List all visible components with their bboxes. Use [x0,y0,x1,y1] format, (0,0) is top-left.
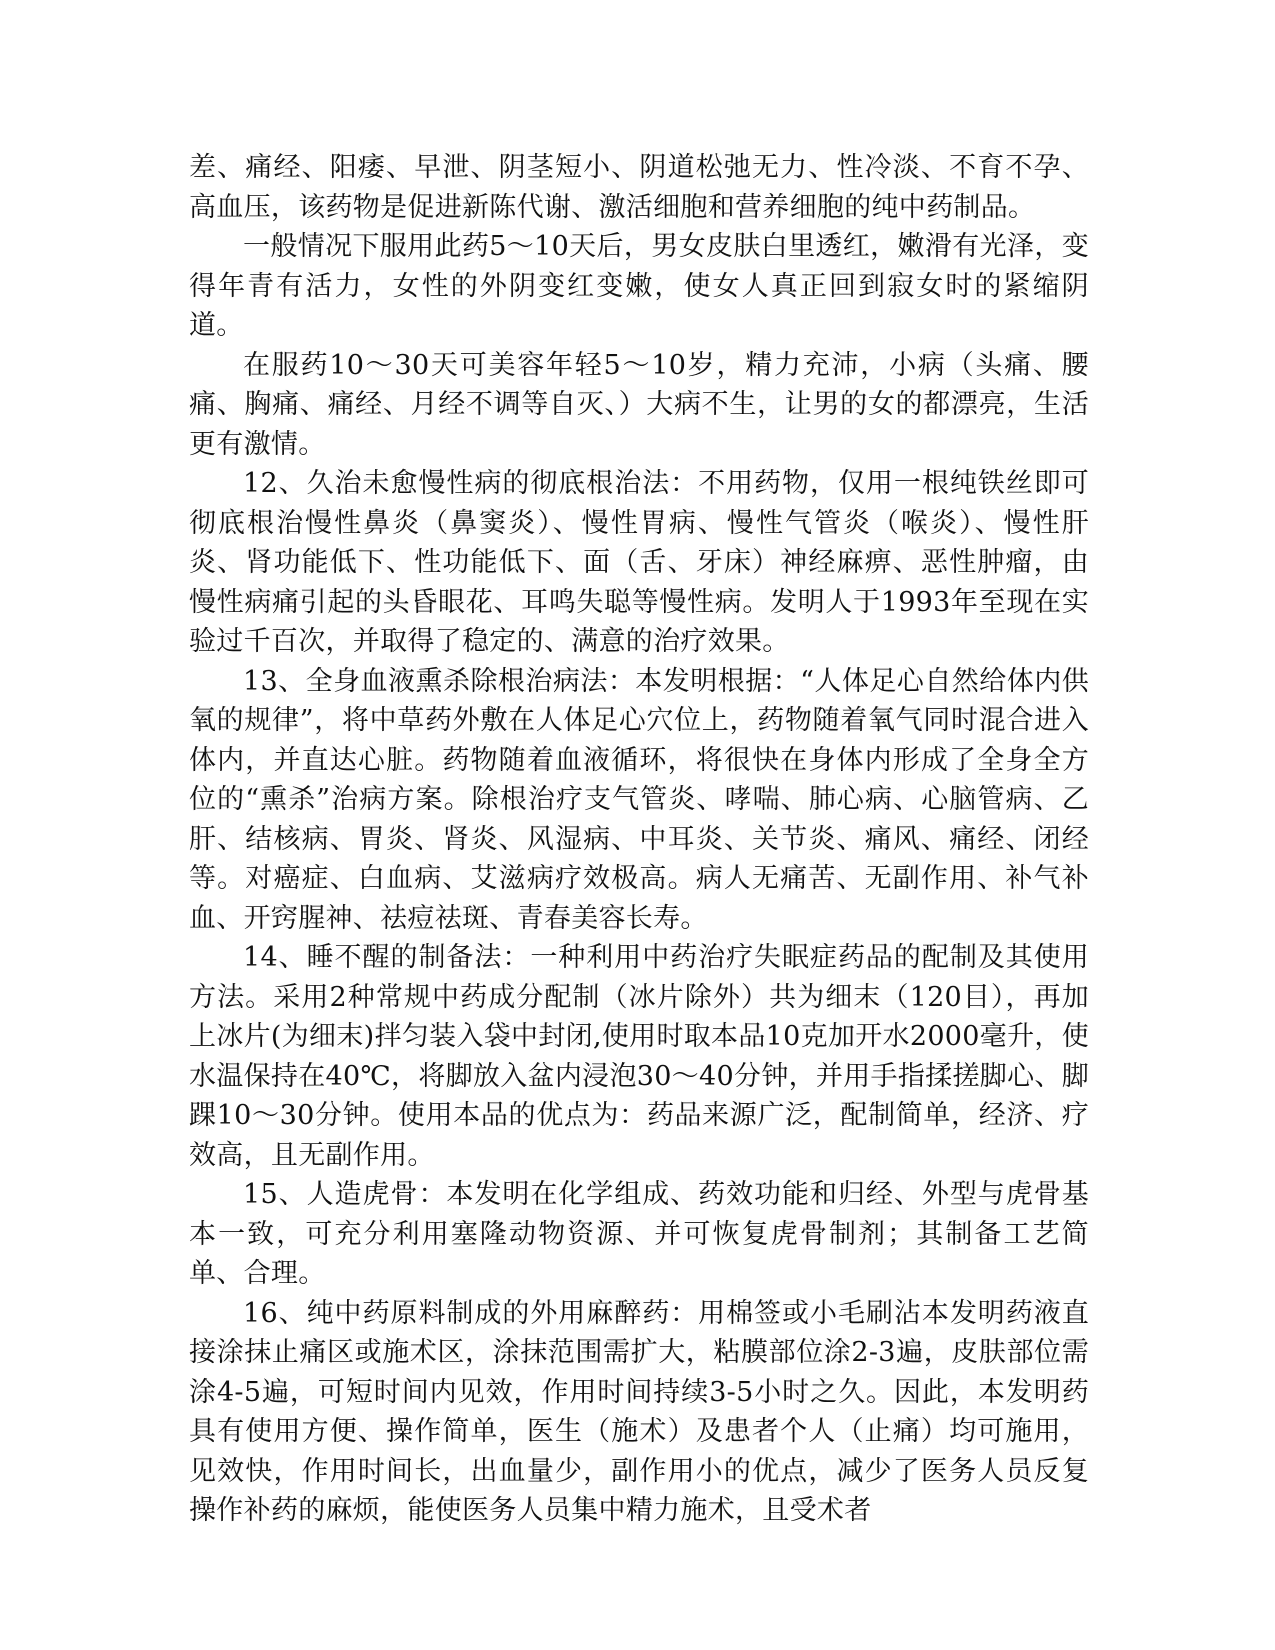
paragraph-effect-5-10-days: 一般情况下服用此药5～10天后，男女皮肤白里透红，嫩滑有光泽，变得年青有活力，女性的外阴变红变嫩，使女人真正回到寂女时的紧缩阴道。 [189,231,1089,341]
paragraph-effect-10-30-days: 在服药10～30天可美容年轻5～10岁，精力充沛，小病（头痛、腰痛、胸痛、痛经、月经不调等自灭、）大病不生，让男的女的都漂亮，生活更有激情。 [189,349,1089,460]
paragraph-item-14: 14、睡不醒的制备法：一种利用中药治疗失眠症药品的配制及其使用方法。采用2种常规中药成分配制（冰片除外）共为细末（120目），再加上冰片(为细末)拌匀装入袋中封闭,使用时取本品10克加开水2000毫升，使水温保持在40℃，将脚放入盆内浸泡30～40分钟，并用手指揉搓脚心、脚踝10～30分钟。使用本品的优点为：药品来源广泛，配制简单，经济、疗效高，且无副作用。 [189,942,1089,1171]
paragraph-continuation: 差、痛经、阳痿、早泄、阴茎短小、阴道松弛无力、性冷淡、不育不孕、高血压，该药物是促进新陈代谢、激活细胞和营养细胞的纯中药制品。 [189,152,1089,223]
paragraph-item-15: 15、人造虎骨：本发明在化学组成、药效功能和归经、外型与虎骨基本一致，可充分利用塞隆动物资源、并可恢复虎骨制剂；其制备工艺简单、合理。 [189,1179,1089,1289]
document-page [189,148,1089,1531]
paragraph-item-16: 16、纯中药原料制成的外用麻醉药：用棉签或小毛刷沾本发明药液直接涂抹止痛区或施术区，涂抹范围需扩大，粘膜部位涂2-3遍，皮肤部位需涂4-5遍，可短时间内见效，作用时间持续3-5小时之久。因此，本发明药具有使用方便、操作简单，医生（施术）及患者个人（止痛）均可施用，见效快，作用时间长，出血量少，副作用小的优点，减少了医务人员反复操作补药的麻烦，能使医务人员集中精力施术，且受术者 [189,1297,1089,1526]
paragraph-item-13: 13、全身血液熏杀除根治病法：本发明根据：“人体足心自然给体内供氧的规律”，将中草药外敷在人体足心穴位上，药物随着氧气同时混合进入体内，并直达心脏。药物随着血液循环，将很快在身体内形成了全身全方位的“熏杀”治病方案。除根治疗支气管炎、哮喘、肺心病、心脑管病、乙肝、结核病、胃炎、肾炎、风湿病、中耳炎、关节炎、痛风、痛经、闭经等。对癌症、白血病、艾滋病疗效极高。病人无痛苦、无副作用、补气补血、开窍腥神、祛痘祛斑、青春美容长寿。 [189,665,1089,934]
paragraph-item-12: 12、久治未愈慢性病的彻底根治法：不用药物，仅用一根纯铁丝即可彻底根治慢性鼻炎（鼻窦炎）、慢性胃病、慢性气管炎（喉炎）、慢性肝炎、肾功能低下、性功能低下、面（舌、牙床）神经麻痹、恶性肿瘤，由慢性病痛引起的头昏眼花、耳鸣失聪等慢性病。发明人于1993年至现在实验过千百次，并取得了稳定的、满意的治疗效果。 [189,468,1089,657]
